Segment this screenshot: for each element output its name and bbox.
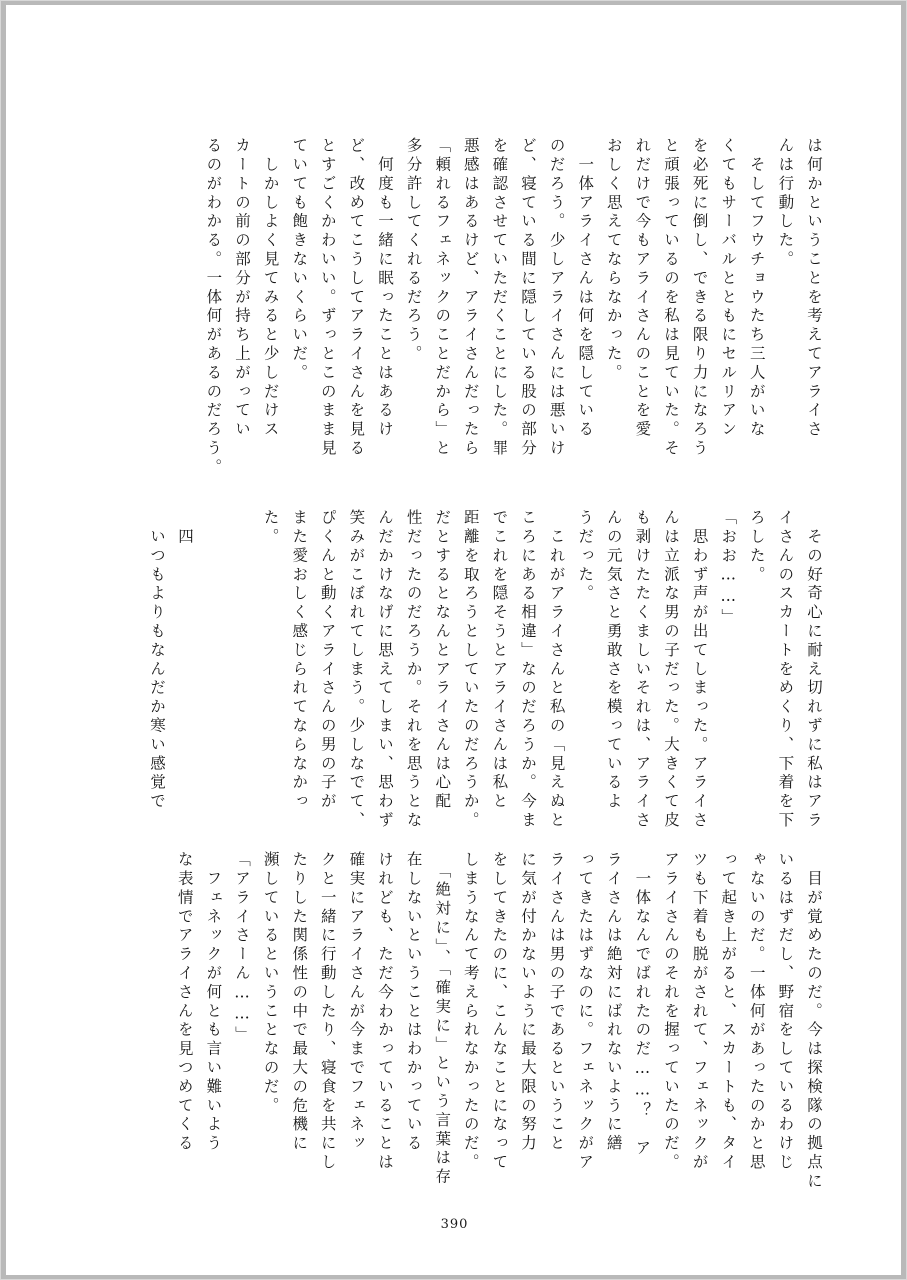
text-column: イさんのスカートをめくり、下着を下 xyxy=(776,509,795,831)
text-column: 思わず声が出てしまった。アライさ xyxy=(690,509,709,831)
text-column: おしく思えてならなかった。 xyxy=(604,137,623,383)
text-column: を必死に倒し、できる限り力になろう xyxy=(690,137,709,459)
text-column: また愛おしく感じられてならなかっ xyxy=(290,509,309,812)
text-column: るのがわかる。一体何があるのだろう。 xyxy=(204,137,223,478)
text-column: な表情でアライさんを見つめてくる xyxy=(175,851,194,1154)
text-column: 「おお……」 xyxy=(719,509,738,628)
text-column: いるはずだし、野宿をしているわけじ xyxy=(776,851,795,1173)
text-column: んの元気さと勇敢さを模っているよ xyxy=(604,509,623,812)
text-column: ライさんは絶対にばれないように繕 xyxy=(604,851,623,1154)
text-column: だとするとなんとアライさんは心配 xyxy=(433,509,452,812)
text-column: とすごくかわいい。ずっとこのまま見 xyxy=(318,137,337,459)
text-column: 性だったのだろうか。それを思うとな xyxy=(404,509,423,831)
text-column: これがアライさんと私の「見えぬと xyxy=(547,509,566,831)
text-column: でこれを隠そうとアライさんは私と xyxy=(490,509,509,812)
text-column: ていても飽きないくらいだ。 xyxy=(290,137,309,383)
page-number: 390 xyxy=(440,1217,469,1232)
text-column: 何度も一緒に眠ったことはあるけ xyxy=(376,137,394,440)
text-column: んだかけなげに思えてしまい、思わず xyxy=(376,509,394,831)
text-column: をしてきたのに、こんなことになって xyxy=(490,851,509,1173)
text-column: 「絶対に」、「確実に」という言葉は存 xyxy=(433,851,452,1187)
page-text-body xyxy=(1,1,907,1280)
text-column: 「アライさーん……」 xyxy=(233,851,251,1045)
text-column: ゃないのだ。一体何があったのかと思 xyxy=(747,851,766,1173)
text-column: そしてフウチョウたち三人がいな xyxy=(747,137,766,440)
text-column: ど、寝ている間に隠している股の部分 xyxy=(519,137,537,459)
text-column: 距離を取ろうとしていたのだろうか。 xyxy=(461,509,480,831)
text-column: アライさんのそれを握っていたのだ。 xyxy=(662,851,680,1173)
text-column: んは立派な男の子だった。大きくて皮 xyxy=(662,509,680,831)
text-column: た。 xyxy=(261,509,280,547)
text-column: んは行動した。 xyxy=(776,137,795,270)
text-column: ころにある相違」なのだろうか。今ま xyxy=(519,509,537,831)
text-column: 悪感はあるけど、アライさんだったら xyxy=(461,137,480,459)
text-column: 「頼れるフェネックのことだから」と xyxy=(433,137,452,459)
text-column: ツも下着も脱がされて、フェネックが xyxy=(690,851,709,1173)
text-column: しかしよく見てみると少しだけス xyxy=(261,137,280,440)
text-column: フェネックが何とも言い難いよう xyxy=(204,851,223,1154)
text-column: 多分許してくれるだろう。 xyxy=(404,137,423,364)
text-column: 瀕しているということなのだ。 xyxy=(261,851,280,1116)
text-column: くてもサーバルとともにセルリアン xyxy=(719,137,738,440)
text-column: たりした関係性の中で最大の危機に xyxy=(290,851,309,1154)
text-column: クと一緒に行動したり、寝食を共にし xyxy=(318,851,337,1173)
text-column: うだった。 xyxy=(576,509,595,604)
text-column: も剥けたたくましいそれは、アライさ xyxy=(633,509,652,831)
text-column: いつもよりもなんだか寒い感覚で xyxy=(148,509,166,812)
text-column: は何かということを考えてアライさ xyxy=(805,137,823,440)
text-column: 一体アライさんは何を隠している xyxy=(576,137,595,440)
text-column: 在しないということはわかっている xyxy=(404,851,423,1154)
text-column: けれども、ただ今わかっていることは xyxy=(376,851,394,1173)
text-column: 確実にアライさんが今までフェネッ xyxy=(347,851,366,1154)
text-column: って起き上がると、スカートも、タイ xyxy=(719,851,738,1173)
text-column: のだろう。少しアライさんには悪いけ xyxy=(547,137,566,459)
text-column: ライさんは男の子であるということ xyxy=(547,851,566,1154)
text-column: と頑張っているのを私は見ていた。そ xyxy=(662,137,680,459)
text-column: ろした。 xyxy=(747,509,766,585)
text-column: に気が付かないように最大限の努力 xyxy=(519,851,537,1154)
section-heading-block xyxy=(1,1,907,1280)
text-column: ど、改めてこうしてアライさんを見る xyxy=(347,137,366,459)
text-column: 四 xyxy=(176,509,194,547)
text-column: 一体なんでばれたのだ……？ ア xyxy=(633,851,652,1159)
text-column: を確認させていただくことにした。罪 xyxy=(490,137,509,459)
text-column: ぴくんと動くアライさんの男の子が xyxy=(318,509,337,812)
text-column: れだけで今もアライさんのことを愛 xyxy=(633,137,652,440)
text-column: ってきたはずなのに。フェネックがア xyxy=(576,851,595,1173)
text-column: 目が覚めたのだ。今は探検隊の拠点に xyxy=(805,851,823,1192)
text-column: カートの前の部分が持ち上がってい xyxy=(233,137,251,440)
text-column: しまうなんて考えられなかったのだ。 xyxy=(461,851,480,1173)
text-column: その好奇心に耐え切れずに私はアラ xyxy=(805,509,823,831)
text-column: 笑みがこぼれてしまう。少しなでて、 xyxy=(347,509,366,831)
